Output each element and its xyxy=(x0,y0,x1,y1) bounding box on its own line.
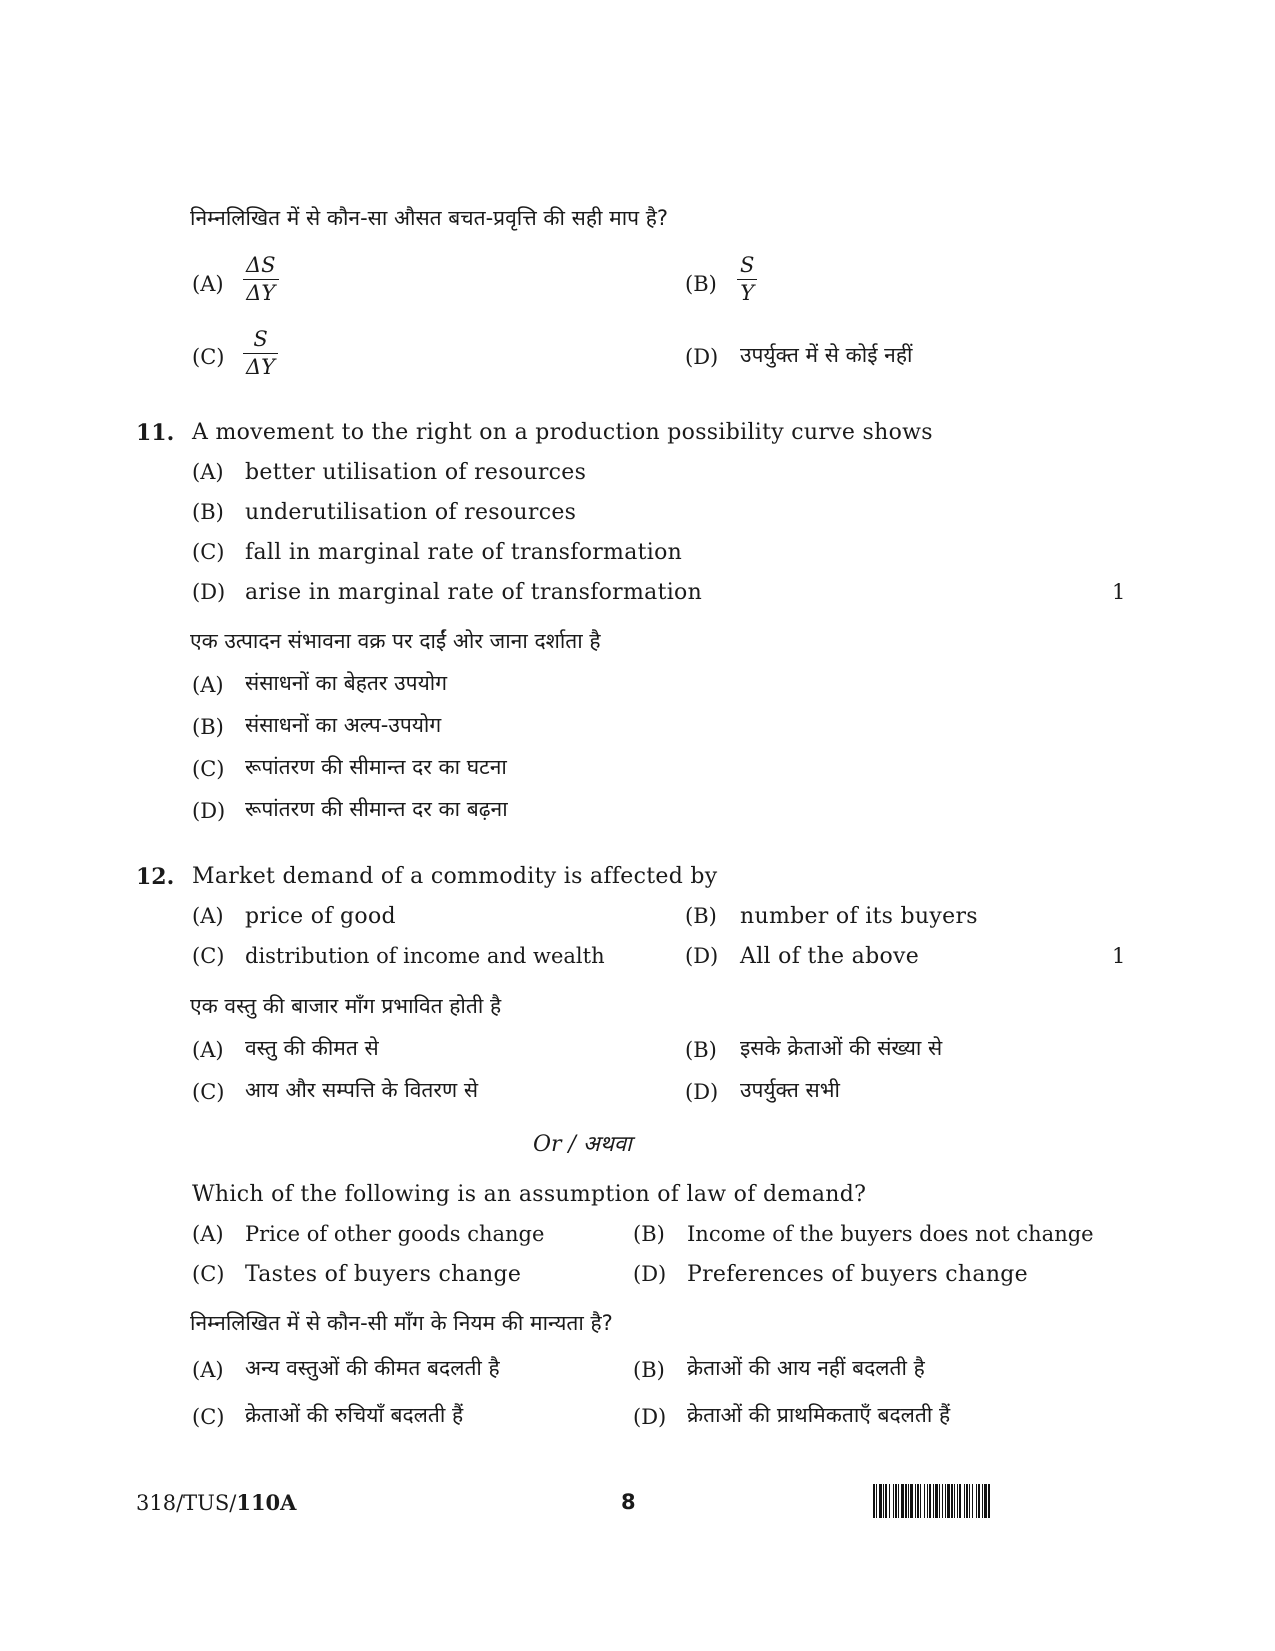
q12-marks: 1 xyxy=(1112,944,1126,968)
q12-alt-hindi-option-c-label: (C) xyxy=(192,1405,225,1429)
q12-option-d-text: All of the above xyxy=(740,944,920,969)
q11-hindi-option-a-text: संसाधनों का बेहतर उपयोग xyxy=(245,671,448,695)
fraction-denominator: ΔY xyxy=(246,355,276,380)
question-number-11: 11. xyxy=(136,420,175,446)
q12-option-d-label: (D) xyxy=(685,944,719,968)
q11-hindi-option-d-label: (D) xyxy=(192,799,226,823)
q12-alt-hindi-option-b-label: (B) xyxy=(633,1358,665,1382)
q12-hindi-stem: एक वस्तु की बाजार माँग प्रभावित होती है xyxy=(190,994,502,1018)
q11-option-c-text: fall in marginal rate of transformation xyxy=(245,540,683,565)
q11-hindi-option-b-text: संसाधनों का अल्प-उपयोग xyxy=(245,713,442,737)
q11-option-d-label: (D) xyxy=(192,580,226,604)
q11-option-b-text: underutilisation of resources xyxy=(245,500,577,525)
q10-option-d-text: उपर्युक्त में से कोई नहीं xyxy=(740,343,913,367)
q11-option-a-text: better utilisation of resources xyxy=(245,460,587,485)
q12-stem: Market demand of a commodity is affected by xyxy=(192,864,718,889)
q12-hindi-option-c-text: आय और सम्पत्ति के वितरण से xyxy=(245,1078,479,1102)
q12-alt-hindi-option-b-text: क्रेताओं की आय नहीं बदलती है xyxy=(687,1356,925,1380)
q12-alt-hindi-option-d-label: (D) xyxy=(633,1405,667,1429)
q12-hindi-option-a-text: वस्तु की कीमत से xyxy=(245,1036,379,1060)
q10-option-c-label: (C) xyxy=(192,345,225,369)
q11-stem: A movement to the right on a production possibility curve shows xyxy=(192,420,933,445)
q11-hindi-option-c-text: रूपांतरण की सीमान्त दर का घटना xyxy=(245,755,507,779)
q12-alt-option-a-label: (A) xyxy=(192,1222,224,1246)
fraction-numerator: S xyxy=(740,253,755,277)
paper-code-prefix: 318/TUS/ xyxy=(136,1491,237,1515)
q11-hindi-stem: एक उत्पादन संभावना वक्र पर दाईं ओर जाना दर्शाता है xyxy=(190,629,601,653)
q11-hindi-option-b-label: (B) xyxy=(192,715,224,739)
q12-alt-hindi-option-a-text: अन्य वस्तुओं की कीमत बदलती है xyxy=(245,1356,500,1380)
q12-option-c-text: distribution of income and wealth xyxy=(245,944,605,968)
q12-alt-option-a-text: Price of other goods change xyxy=(245,1222,545,1246)
q12-option-a-text: price of good xyxy=(245,904,396,929)
q10-option-a-fraction xyxy=(243,254,279,305)
q12-hindi-option-d-text: उपर्युक्त सभी xyxy=(740,1078,840,1102)
paper-code-bold: 110A xyxy=(236,1490,297,1515)
q11-hindi-option-d-text: रूपांतरण की सीमान्त दर का बढ़ना xyxy=(245,797,508,821)
q12-hindi-option-d-label: (D) xyxy=(685,1080,719,1104)
barcode-image xyxy=(873,1484,991,1518)
fraction-denominator: Y xyxy=(740,281,755,306)
barcode-bar xyxy=(990,1484,991,1518)
q12-alt-option-b-label: (B) xyxy=(633,1222,665,1246)
q12-hindi-option-c-label: (C) xyxy=(192,1080,225,1104)
fraction-denominator: ΔY xyxy=(246,281,276,306)
fraction-numerator: S xyxy=(253,327,268,351)
question-number-12: 12. xyxy=(136,864,175,890)
or-separator: Or / अथवा xyxy=(533,1132,632,1157)
q12-option-c-label: (C) xyxy=(192,944,225,968)
q12-alt-stem: Which of the following is an assumption of law of demand? xyxy=(192,1182,867,1207)
q12-alt-hindi-option-a-label: (A) xyxy=(192,1358,224,1382)
q12-hindi-option-b-text: इसके क्रेताओं की संख्या से xyxy=(740,1036,943,1060)
q11-option-d-text: arise in marginal rate of transformation xyxy=(245,580,703,605)
q11-marks: 1 xyxy=(1112,580,1126,604)
q12-option-b-text: number of its buyers xyxy=(740,904,978,929)
q12-option-a-label: (A) xyxy=(192,904,224,928)
q11-option-a-label: (A) xyxy=(192,460,224,484)
fraction-numerator: ΔS xyxy=(246,253,276,277)
q11-option-b-label: (B) xyxy=(192,500,224,524)
q12-option-b-label: (B) xyxy=(685,904,717,928)
q12-alt-option-d-label: (D) xyxy=(633,1262,667,1286)
q12-alt-hindi-option-c-text: क्रेताओं की रुचियाँ बदलती हैं xyxy=(245,1403,464,1427)
page-number: 8 xyxy=(621,1490,636,1514)
q11-option-c-label: (C) xyxy=(192,540,225,564)
q10-option-a-label: (A) xyxy=(192,272,224,296)
q10-option-c-fraction xyxy=(243,328,278,379)
paper-code xyxy=(136,1492,296,1514)
q10-option-b-fraction xyxy=(737,254,757,305)
q12-alt-option-c-label: (C) xyxy=(192,1262,225,1286)
q12-alt-option-d-text: Preferences of buyers change xyxy=(687,1262,1028,1287)
q12-hindi-option-b-label: (B) xyxy=(685,1038,717,1062)
q10-hindi-stem: निम्नलिखित में से कौन-सा औसत बचत-प्रवृत्ति की सही माप है? xyxy=(190,206,669,230)
q11-hindi-option-a-label: (A) xyxy=(192,673,224,697)
q10-option-b-label: (B) xyxy=(685,272,717,296)
q12-alt-option-c-text: Tastes of buyers change xyxy=(245,1262,522,1287)
q10-option-d-label: (D) xyxy=(685,345,719,369)
q12-alt-option-b-text: Income of the buyers does not change xyxy=(687,1222,1094,1246)
q11-hindi-option-c-label: (C) xyxy=(192,757,225,781)
q12-alt-hindi-stem: निम्नलिखित में से कौन-सी माँग के नियम की मान्यता है? xyxy=(190,1311,613,1335)
q12-alt-hindi-option-d-text: क्रेताओं की प्राथमिकताएँ बदलती हैं xyxy=(687,1403,951,1427)
q12-hindi-option-a-label: (A) xyxy=(192,1038,224,1062)
